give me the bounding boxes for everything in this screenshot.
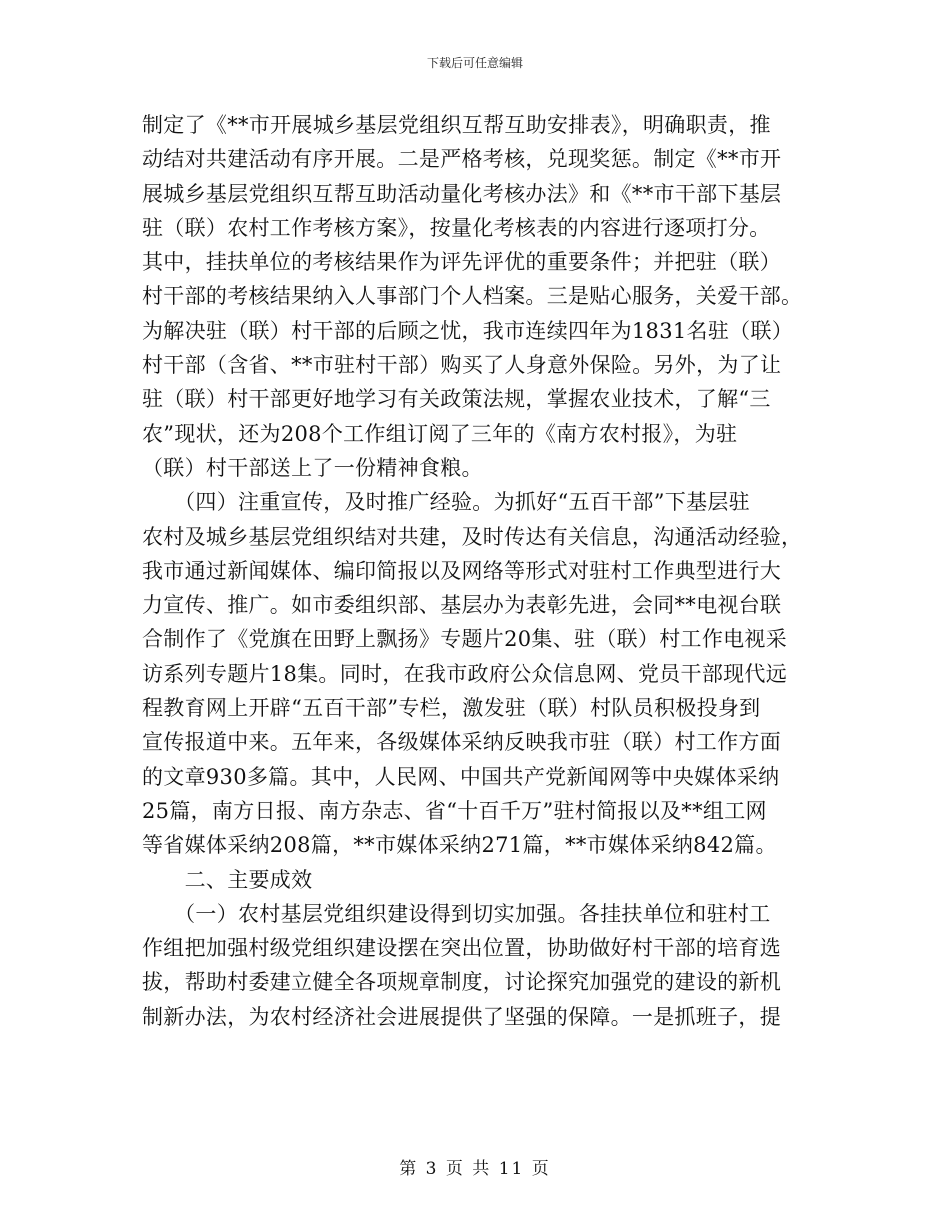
text-line: 为解决驻（联）村干部的后顾之忧，我市连续四年为1831名驻（联）: [142, 318, 794, 343]
text-line: 程教育网上开辟“五百干部”专栏，激发驻（联）村队员积极投身到: [142, 696, 761, 721]
text-line: 其中，挂扶单位的考核结果作为评先评优的重要条件；并把驻（联）: [142, 250, 781, 275]
text-line: 力宣传、推广。如市委组织部、基层办为表彰先进，会同**电视台联: [142, 593, 782, 618]
text-line: 动结对共建活动有序开展。二是严格考核，兑现奖惩。制定《**市开: [142, 147, 782, 172]
text-line: 农”现状，还为208个工作组订阅了三年的《南方农村报》，为驻: [142, 421, 738, 446]
text-line: 25篇，南方日报、南方杂志、省“十百千万”驻村简报以及**组工网: [142, 798, 767, 823]
section-heading: 二、主要成效: [142, 867, 313, 892]
text-line: 作组把加强村级党组织建设摆在突出位置，协助做好村干部的培育选: [142, 936, 781, 961]
text-line: 村干部（含省、**市驻村干部）购买了人身意外保险。另外，为了让: [142, 353, 782, 378]
text-line: 农村及城乡基层党组织结对共建，及时传达有关信息，沟通活动经验，: [142, 524, 803, 549]
page-header: 下载后可任意编辑: [426, 56, 523, 70]
text-line: 制新办法，为农村经济社会进展提供了坚强的保障。一是抓班子，提: [142, 1004, 781, 1029]
text-line: 制定了《**市开展城乡基层党组织互帮互助安排表》，明确职责，推: [142, 113, 771, 137]
page-number: 第 3 页 共 11 页: [399, 1159, 551, 1179]
text-line: 宣传报道中来。五年来，各级媒体采纳反映我市驻（联）村工作方面: [142, 730, 781, 755]
text-line: 合制作了《党旗在田野上飘扬》专题片20集、驻（联）村工作电视采: [142, 627, 788, 652]
text-line: 展城乡基层党组织互帮互助活动量化考核办法》和《**市干部下基层: [142, 181, 782, 206]
text-line: 驻（联）农村工作考核方案》，按量化考核表的内容进行逐项打分。: [142, 215, 771, 240]
text-line: 我市通过新闻媒体、编印简报以及网络等形式对驻村工作典型进行大: [142, 558, 781, 583]
text-line: 等省媒体采纳208篇，**市媒体采纳271篇，**市媒体采纳842篇。: [142, 833, 777, 858]
text-line: 的文章930多篇。其中，人民网、中国共产党新闻网等中央媒体采纳: [142, 764, 780, 789]
text-line: （四）注重宣传，及时推广经验。为抓好“五百干部”下基层驻: [142, 490, 750, 515]
text-line: （一）农村基层党组织建设得到切实加强。各挂扶单位和驻村工: [142, 901, 771, 926]
text-line: 访系列专题片18集。同时，在我市政府公众信息网、党员干部现代远: [142, 661, 788, 686]
text-line: 村干部的考核结果纳入人事部门个人档案。三是贴心服务，关爱干部。: [142, 284, 803, 309]
text-line: 拔，帮助村委建立健全各项规章制度，讨论探究加强党的建设的新机: [142, 970, 781, 995]
document-body: [142, 108, 812, 1034]
text-line: 驻（联）村干部更好地学习有关政策法规，掌握农业技术，了解“三: [142, 387, 771, 412]
text-line: （联）村干部送上了一份精神食粮。: [142, 455, 483, 480]
